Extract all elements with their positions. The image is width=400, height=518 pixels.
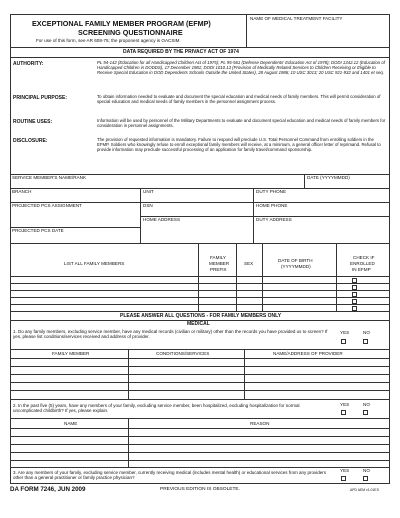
q2-col-reason: REASON (250, 421, 270, 426)
col-divider (198, 243, 199, 311)
rule (10, 47, 390, 48)
dsn-field[interactable] (143, 209, 251, 216)
branch-field[interactable] (12, 195, 138, 202)
pcs-assignment-field[interactable] (12, 209, 138, 225)
home-phone-label: HOME PHONE (256, 203, 288, 208)
table-row-rule (10, 452, 390, 453)
col-enrolled-line3: IN EFMP (352, 267, 371, 272)
date-label: DATE (YYYYMMDD) (307, 175, 350, 180)
principal-purpose-text: To obtain information needed to evaluate and document the special education and medical needs of family members. This will permit consideration of special education and medical needs of family members in the personnel assignment process. (97, 94, 381, 104)
table-row-rule (10, 460, 390, 461)
rule (10, 428, 390, 429)
table-row-rule (10, 304, 390, 305)
duty-address-label: DUTY ADDRESS (256, 217, 292, 222)
table-row-rule (10, 390, 390, 391)
question-1: 1. Do any family members, excluding service member, have any medical records (civilian or military) other than the records you have provided us to screen? If yes, please list conditions/services received and address of provider. (13, 329, 328, 340)
question-3: 3. Are any members of your family, excluding service member, currently receiving medical (includes mental health) or educational services from any providers other than a general practitioner or family practice physician? (13, 470, 327, 481)
pcs-date-label: PROJECTED PCS DATE (12, 228, 64, 233)
rule (10, 418, 390, 419)
q1-col-provider: NAME/ADDRESS OF PROVIDER (273, 351, 343, 356)
efmp-form (10, 14, 390, 496)
apd-version: APD AEM v1.01ES (350, 488, 379, 492)
authority-text: PL 94-142 (Education for all Handicapped Children Act of 1975); PL 95-561 (Defense Dependents' Education Act of 1978); DODI 1342.12 (Education of Handicapped Children in DODDS), 17 December 1981; DODI 1010.13 (Provision of Medically Related Services to Children Receiving or Eligible to Receive Special Education in DOD Dependents Schools Outside the United States), 28 August 1986; 10 USC 3013; 20 USC 921-932 and 1401 et seq. (97, 60, 385, 75)
col-divider (262, 243, 263, 311)
rule (10, 311, 390, 312)
privacy-act-heading: DATA REQUIRED BY THE PRIVACY ACT OF 1974 (123, 49, 239, 55)
col-divider (140, 202, 141, 243)
efmp-enrolled-checkbox[interactable] (352, 292, 357, 297)
table-row-rule (10, 297, 390, 298)
q2-col-name: NAME (64, 421, 78, 426)
rule (10, 358, 390, 359)
col-dob-line1: DATE OF BIRTH (278, 258, 313, 263)
col-prefix-line1: FAMILY (210, 255, 226, 260)
q3-no-label: NO (363, 468, 370, 473)
q1-col-conditions: CONDITIONS/SERVICES (156, 351, 210, 356)
col-divider (336, 243, 337, 311)
table-row-rule (10, 374, 390, 375)
q2-yes-label: YES (340, 402, 350, 407)
questions-banner: PLEASE ANSWER ALL QUESTIONS - FOR FAMILY MEMBERS ONLY (120, 313, 282, 319)
q3-yes-checkbox[interactable] (341, 476, 346, 481)
routine-uses-label: ROUTINE USES: (13, 119, 53, 125)
table-row-rule (10, 444, 390, 445)
table-row-rule (10, 283, 390, 284)
duty-address-field[interactable] (256, 223, 388, 242)
efmp-enrolled-checkbox[interactable] (352, 278, 357, 283)
q1-no-checkbox[interactable] (363, 339, 368, 344)
q2-no-label: NO (363, 402, 370, 407)
q1-yes-checkbox[interactable] (341, 339, 346, 344)
rule (10, 276, 390, 277)
disclosure-label: DISCLOSURE: (13, 138, 48, 144)
col-sex: SEX (244, 261, 254, 266)
branch-label: BRANCH (12, 189, 32, 194)
facility-label: NAME OF MEDICAL TREATMENT FACILITY (250, 16, 343, 21)
table-row-rule (10, 436, 390, 437)
dsn-label: DSN (143, 203, 153, 208)
efmp-enrolled-checkbox[interactable] (352, 306, 357, 311)
authority-label: AUTHORITY: (13, 61, 44, 67)
disclosure-text: The provision of requested information is mandatory. Failure to respond will preclude U.S. Total Personnel Command from enrolling soldiers in the EFMP. Soldiers who knowingly refuse to enroll exceptional family members will receive, at a minimum, a general officer letter of reprimand. Refusal to provide information may preclude successful processing of an application for family travel/command sponsorship. (97, 137, 381, 152)
rule (10, 243, 390, 244)
q1-yes-label: YES (340, 330, 350, 335)
col-enrolled-line2: ENROLLED (350, 261, 375, 266)
col-family-members: LIST ALL FAMILY MEMBERS (64, 261, 125, 266)
medical-heading: MEDICAL (187, 321, 210, 327)
form-subtitle: SCREENING QUESTIONNAIRE (78, 28, 183, 37)
q1-no-label: NO (363, 330, 370, 335)
col-dob-line2: (YYYYMMDD) (281, 264, 311, 269)
duty-phone-field[interactable] (256, 195, 388, 202)
table-row-rule (10, 290, 390, 291)
col-divider (304, 174, 305, 188)
previous-edition-note: PREVIOUS EDITION IS OBSOLETE. (160, 487, 240, 492)
rule (10, 467, 390, 468)
pcs-assignment-label: PROJECTED PCS ASSIGNMENT (12, 203, 82, 208)
pcs-date-field[interactable] (12, 234, 138, 242)
q1-col-family-member: FAMILY MEMBER (52, 351, 90, 356)
q2-yes-checkbox[interactable] (341, 410, 346, 415)
form-frame (10, 14, 390, 484)
col-divider (253, 216, 254, 243)
proponent-note: For use of this form, see AR 608-75; the proponent agency is OACSIM (36, 38, 180, 43)
col-prefix-line3: PREFIX (210, 267, 227, 272)
q2-no-checkbox[interactable] (363, 410, 368, 415)
col-enrolled-line1: CHECK IF (353, 255, 375, 260)
rule (10, 399, 390, 400)
col-prefix-line2: MEMBER (209, 261, 230, 266)
home-address-field[interactable] (143, 223, 251, 242)
rule (10, 349, 390, 350)
principal-purpose-label: PRINCIPAL PURPOSE: (13, 95, 67, 101)
duty-phone-label: DUTY PHONE (256, 189, 287, 194)
home-phone-field[interactable] (256, 209, 388, 216)
date-field[interactable] (307, 181, 387, 188)
unit-label: UNIT (143, 189, 154, 194)
efmp-enrolled-checkbox[interactable] (352, 285, 357, 290)
q3-no-checkbox[interactable] (363, 476, 368, 481)
form-number: DA FORM 7246, JUN 2009 (10, 486, 86, 493)
sponsor-name-label: SERVICE MEMBER'S NAME/RANK (12, 175, 87, 180)
home-address-label: HOME ADDRESS (143, 217, 181, 222)
efmp-enrolled-checkbox[interactable] (352, 299, 357, 304)
table-row-rule (10, 366, 390, 367)
col-divider (236, 243, 237, 311)
header-divider (246, 14, 247, 47)
form-title: EXCEPTIONAL FAMILY MEMBER PROGRAM (EFMP) (32, 19, 211, 28)
rule (10, 188, 390, 189)
routine-uses-text: Information will be used by personnel of the Military Departments to evaluate and document special education and medical needs of family members for consideration in personnel assignments. (97, 118, 386, 128)
unit-field[interactable] (143, 195, 251, 202)
sponsor-name-field[interactable] (12, 181, 302, 188)
q3-yes-label: YES (340, 468, 350, 473)
table-row-rule (10, 382, 390, 383)
rule (10, 57, 390, 58)
question-2: 2. In the past five (5) years, have any members of your family, excluding service member, been hospitalized, excluding hospitalization for normal uncomplicated childbirth? If yes, please explain. (13, 403, 300, 414)
col-divider (140, 188, 141, 202)
